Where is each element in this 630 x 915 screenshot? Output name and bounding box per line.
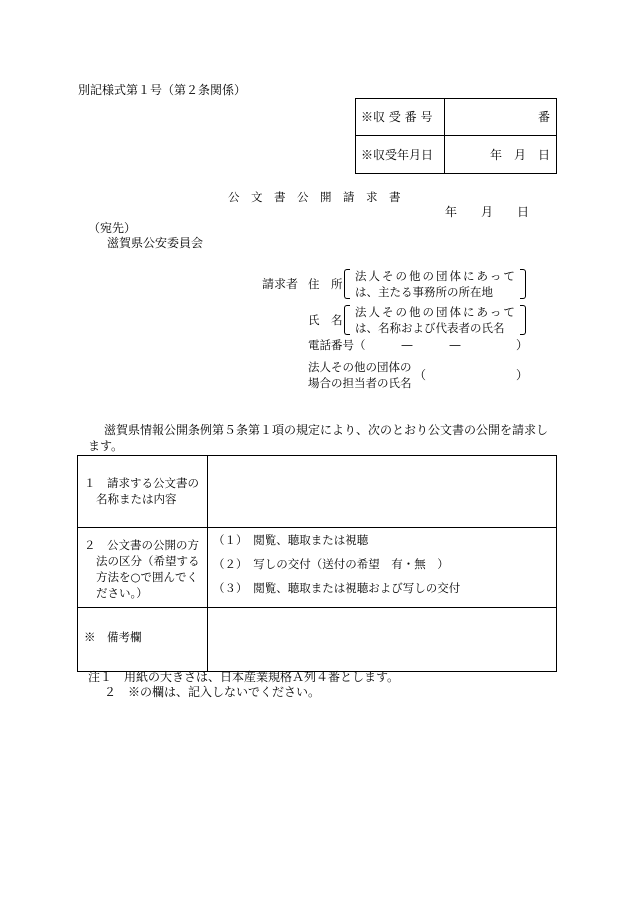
addressee-name: 滋賀県公安委員会 xyxy=(107,236,204,250)
address-note-line: は、主たる事務所の所在地 xyxy=(355,285,493,299)
row-label-line: １ 請求する公文書の xyxy=(84,476,199,490)
disclosure-method-option: （２） 写しの交付（送付の希望 有・無 ） xyxy=(213,557,449,571)
phone-separator: — xyxy=(401,338,413,352)
requested-document-label xyxy=(78,456,208,528)
name-note-line: 法人その他の団体にあって xyxy=(355,305,517,319)
receipt-date-field xyxy=(445,136,557,174)
name-note-line: は、名称および代表者の氏名 xyxy=(355,321,505,335)
address-bracket-open xyxy=(344,269,350,299)
address-label: 住 所 xyxy=(308,277,343,291)
name-bracket-open xyxy=(344,305,350,335)
receipt-date-placeholder: 年 月 日 xyxy=(489,147,550,162)
phone-label-group xyxy=(308,338,366,352)
receipt-box xyxy=(355,98,557,174)
statement-line: ます。 xyxy=(88,439,124,453)
note-line: ２ ※の欄は、記入しないでください。 xyxy=(104,685,321,699)
receipt-date-label: ※収受年月日 xyxy=(356,136,445,174)
requester-label: 請求者 xyxy=(262,277,299,291)
contact-open-paren: （ xyxy=(414,368,427,382)
disclosure-method-options xyxy=(208,528,557,608)
form-number: 別記様式第１号（第２条関係） xyxy=(78,83,247,97)
disclosure-method-label xyxy=(78,528,208,608)
disclosure-method-option: （３） 閲覧、聴取または視聴および写しの交付 xyxy=(213,581,461,595)
row-label-line: ２ 公文書の公開の方 xyxy=(84,538,199,552)
disclosure-method-option: （１） 閲覧、聴取または視聴 xyxy=(213,533,369,547)
row-label-line: ださい。） xyxy=(96,586,148,600)
phone-close-paren: ） xyxy=(516,338,529,352)
row-label-line: ※ 備考欄 xyxy=(84,630,142,644)
receipt-number-label: ※収 受 番 号 xyxy=(356,99,445,136)
addressee-label: （宛先） xyxy=(88,221,137,235)
contact-person-label-line: 法人その他の団体の xyxy=(308,360,412,374)
receipt-number-suffix: 番 xyxy=(537,110,550,124)
phone-separator: — xyxy=(449,338,461,352)
contact-close-paren: ） xyxy=(516,368,529,382)
receipt-number-row xyxy=(356,99,557,136)
request-table-row xyxy=(78,456,557,528)
address-bracket-close xyxy=(520,269,526,299)
row-label-line: 名称または内容 xyxy=(96,492,177,506)
document-title: 公 文 書 公 開 請 求 書 xyxy=(228,190,401,204)
row-label-line: 法の区分（希望する xyxy=(96,554,200,568)
receipt-date-row xyxy=(356,136,557,174)
request-date-line: 年 月 日 xyxy=(445,205,530,219)
request-table-row xyxy=(78,608,557,672)
request-table xyxy=(77,455,557,672)
note-line: 注１ 用紙の大きさは、日本産業規格Ａ列４番とします。 xyxy=(88,670,400,684)
name-bracket-close xyxy=(520,305,526,335)
phone-open-paren: （ xyxy=(354,338,366,352)
name-label: 氏 名 xyxy=(308,313,343,327)
row-label-line: 方法を○で囲んでく xyxy=(96,570,199,584)
receipt-number-field xyxy=(445,99,557,136)
request-table-row xyxy=(78,528,557,608)
contact-person-label-line: 場合の担当者の氏名 xyxy=(308,376,412,390)
remarks-label xyxy=(78,608,208,672)
remarks-field xyxy=(208,608,557,672)
phone-label: 電話番号 xyxy=(308,338,354,352)
statement-line: 滋賀県情報公開条例第５条第１項の規定により、次のとおり公文書の公開を請求し xyxy=(104,423,549,437)
requested-document-field xyxy=(208,456,557,528)
address-note-line: 法人その他の団体にあって xyxy=(355,269,517,283)
